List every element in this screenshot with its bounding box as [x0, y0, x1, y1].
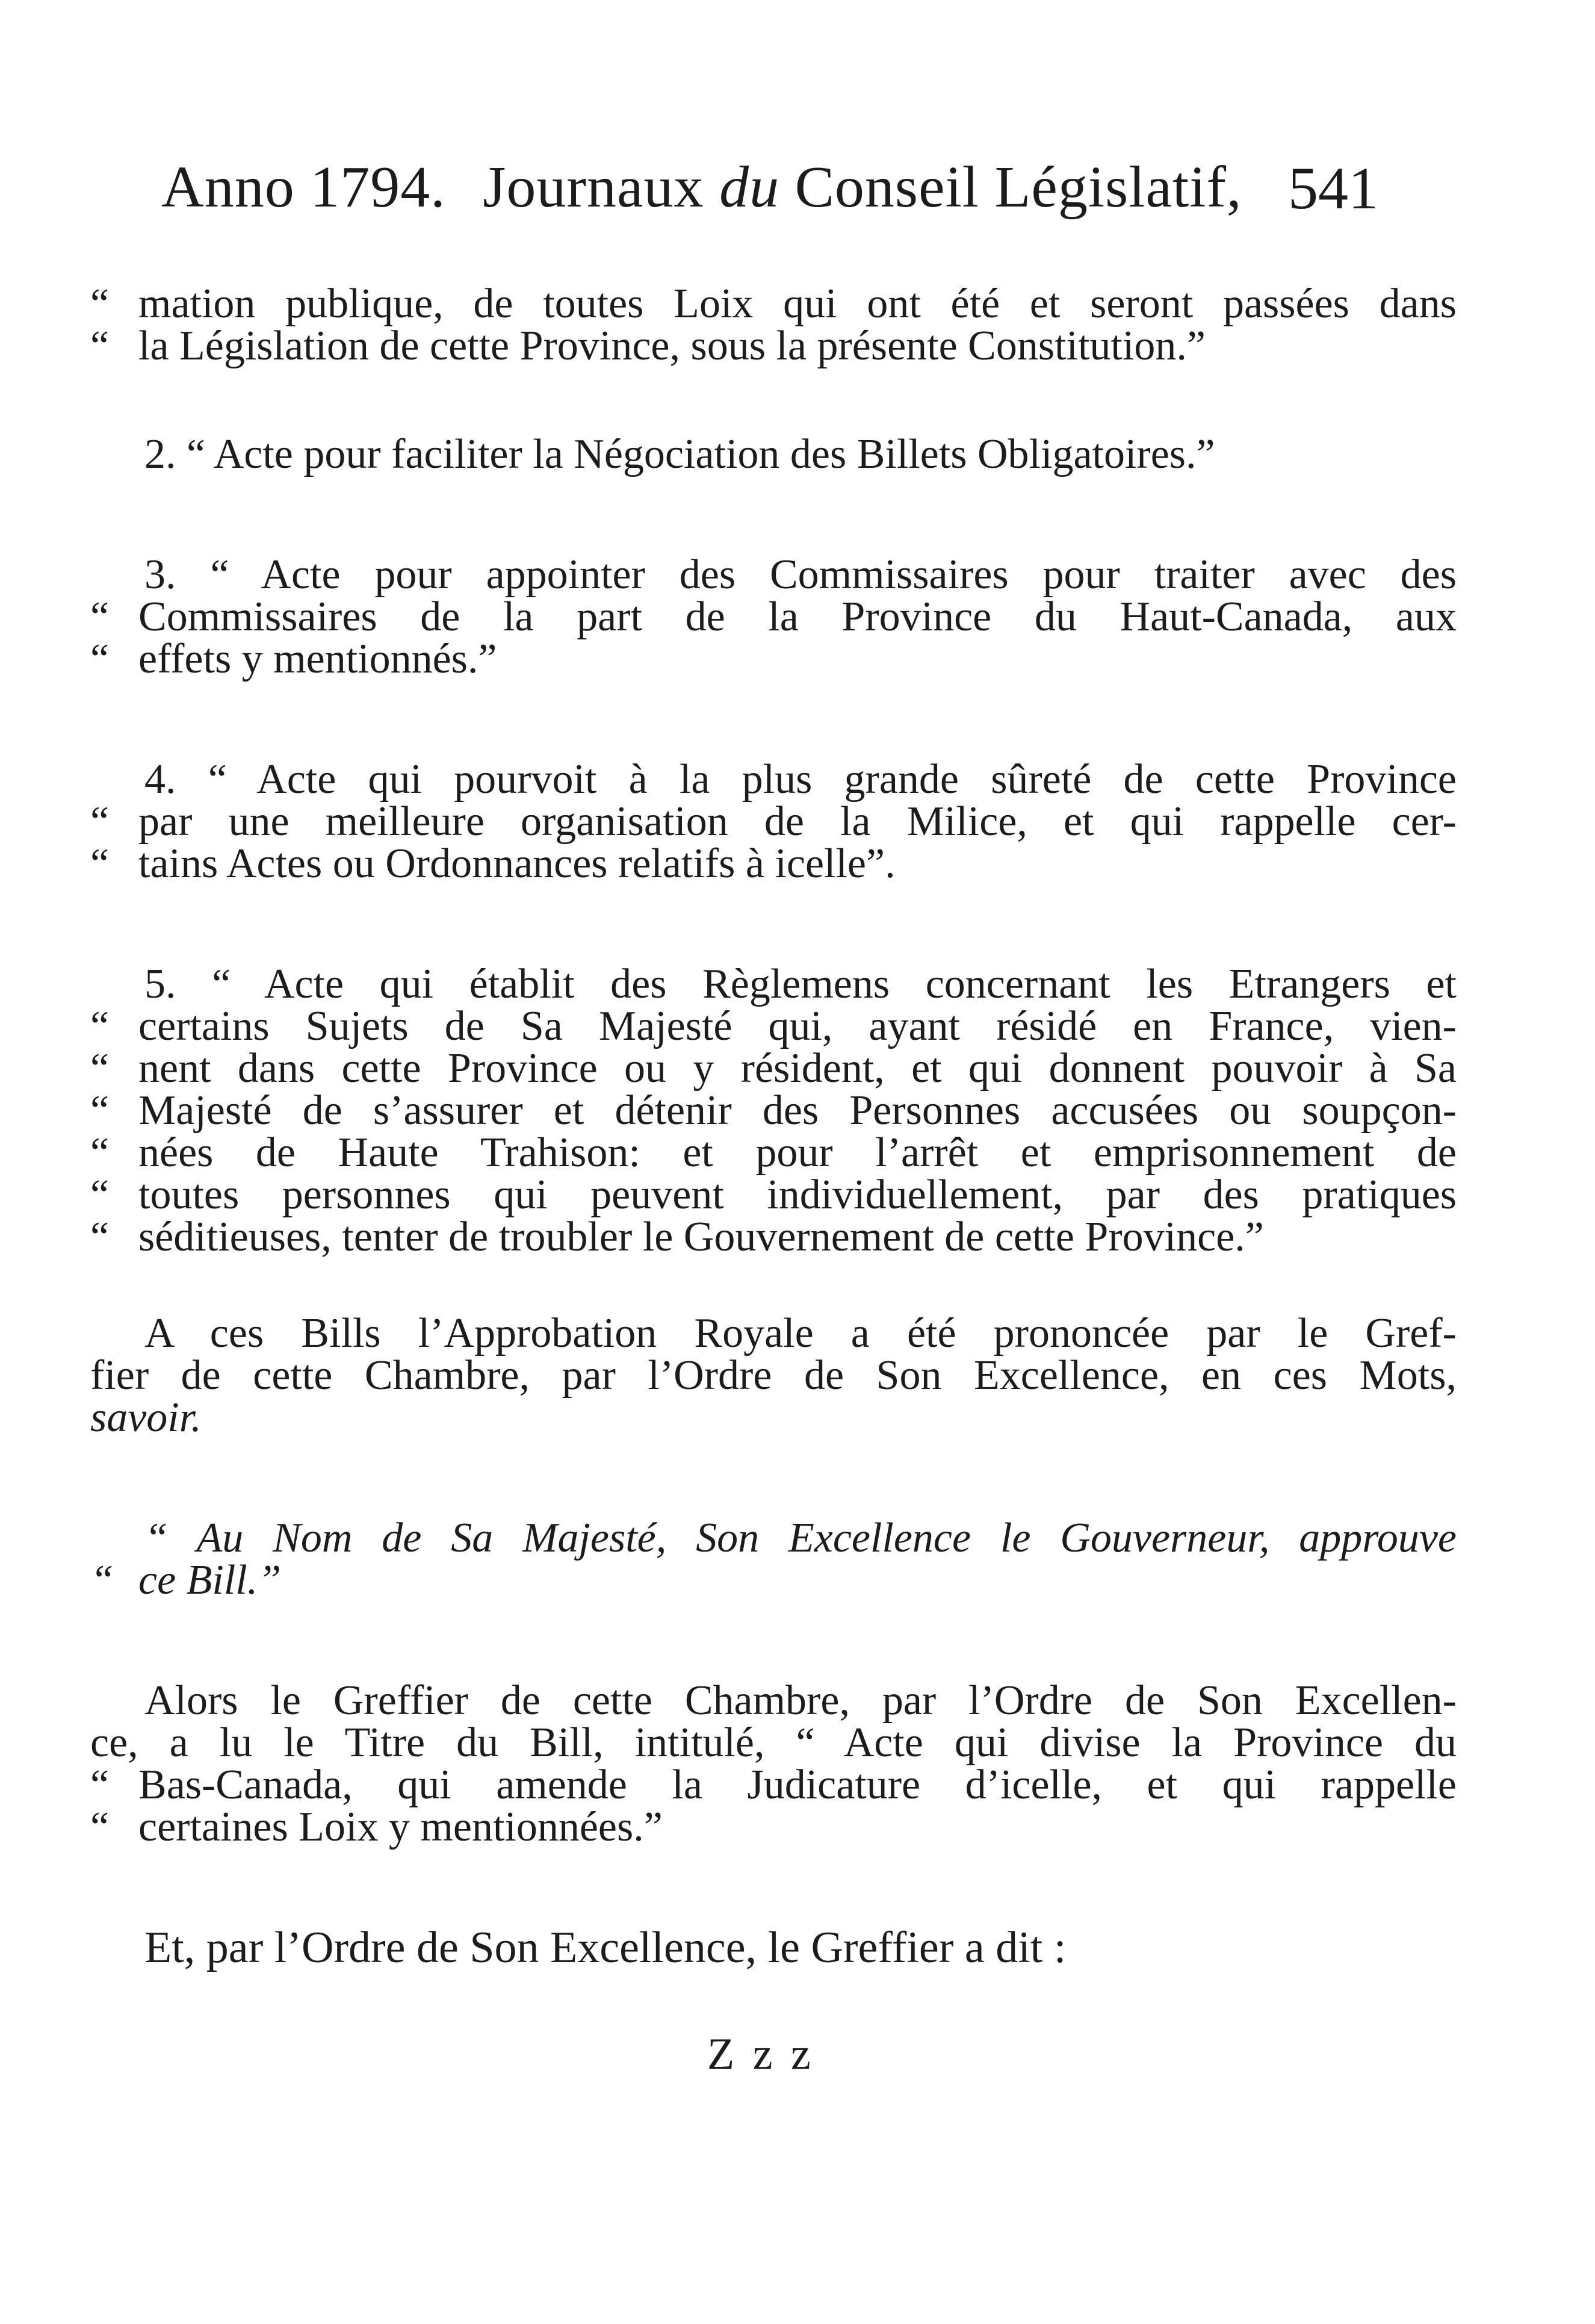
anno-year: Anno 1794.: [161, 155, 446, 220]
text-line: 4. “ Acte qui pourvoit à la plus grande sûreté de cette Province: [144, 756, 1457, 803]
page-number: 541: [1288, 155, 1378, 222]
text-line: fier de cette Chambre, par l’Ordre de Son Excellence, en ces Mots,: [90, 1352, 1457, 1399]
text-line: “ par une meilleure organisation de la Milice, et qui rappelle cer-: [90, 798, 1457, 845]
text-line: “ nées de Haute Trahison: et pour l’arrêt et emprisonnement de: [90, 1129, 1457, 1176]
signature-mark: Z z z: [707, 2030, 814, 2079]
text-line: “ nent dans cette Province ou y résident, et qui donnent pouvoir à Sa: [90, 1045, 1457, 1092]
text-line: “ la Législation de cette Province, sous la présente Constitution.”: [90, 323, 1206, 369]
text-line: “ Commissaires de la part de la Province du Haut-Canada, aux: [90, 594, 1457, 640]
text-line: “ séditieuses, tenter de troubler le Gouvernement de cette Province.”: [90, 1214, 1264, 1260]
text-line: Alors le Greffier de cette Chambre, par l’Ordre de Son Excellen-: [144, 1677, 1457, 1724]
text-line: “ Au Nom de Sa Majesté, Son Excellence le Gouverneur, approuve: [144, 1515, 1457, 1561]
du-word: du: [719, 155, 780, 220]
text-line: 5. “ Acte qui établit des Règlemens concernant les Etrangers et: [144, 961, 1457, 1007]
text-line: 2. “ Acte pour faciliter la Négociation des Billets Obligatoires.”: [144, 431, 1215, 477]
conseil-words: Conseil Législatif,: [794, 155, 1242, 220]
text-line: “ tains Actes ou Ordonnances relatifs à icelle”.: [90, 840, 896, 887]
text-line: ce, a lu le Titre du Bill, intitulé, “ Acte qui divise la Province du: [90, 1720, 1457, 1766]
running-header: [161, 154, 1378, 220]
text-line: 3. “ Acte pour appointer des Commissaires pour traiter avec des: [144, 551, 1457, 598]
text-line: “ Majesté de s’assurer et détenir des Personnes accusées ou soupçon-: [90, 1087, 1457, 1134]
running-title: [161, 154, 1242, 221]
text-line: “ Bas-Canada, qui amende la Judicature d’icelle, et qui rappelle: [90, 1762, 1457, 1808]
text-line: A ces Bills l’Approbation Royale a été prononcée par le Gref-: [144, 1310, 1457, 1356]
journal-word: Journaux: [483, 155, 704, 220]
text-line: “ certaines Loix y mentionnées.”: [90, 1804, 663, 1850]
text-line: “ certains Sujets de Sa Majesté qui, ayant résidé en France, vien-: [90, 1003, 1457, 1049]
text-line: Et, par l’Ordre de Son Excellence, le Greffier a dit :: [144, 1923, 1067, 1972]
text-line: “ toutes personnes qui peuvent individuellement, par des pratiques: [90, 1172, 1457, 1218]
text-line: “ ce Bill.”: [90, 1557, 282, 1603]
text-line: “ mation publique, de toutes Loix qui ont été et seront passées dans: [90, 281, 1457, 327]
text-line: “ effets y mentionnés.”: [90, 636, 497, 682]
text-line: savoir.: [90, 1394, 202, 1441]
